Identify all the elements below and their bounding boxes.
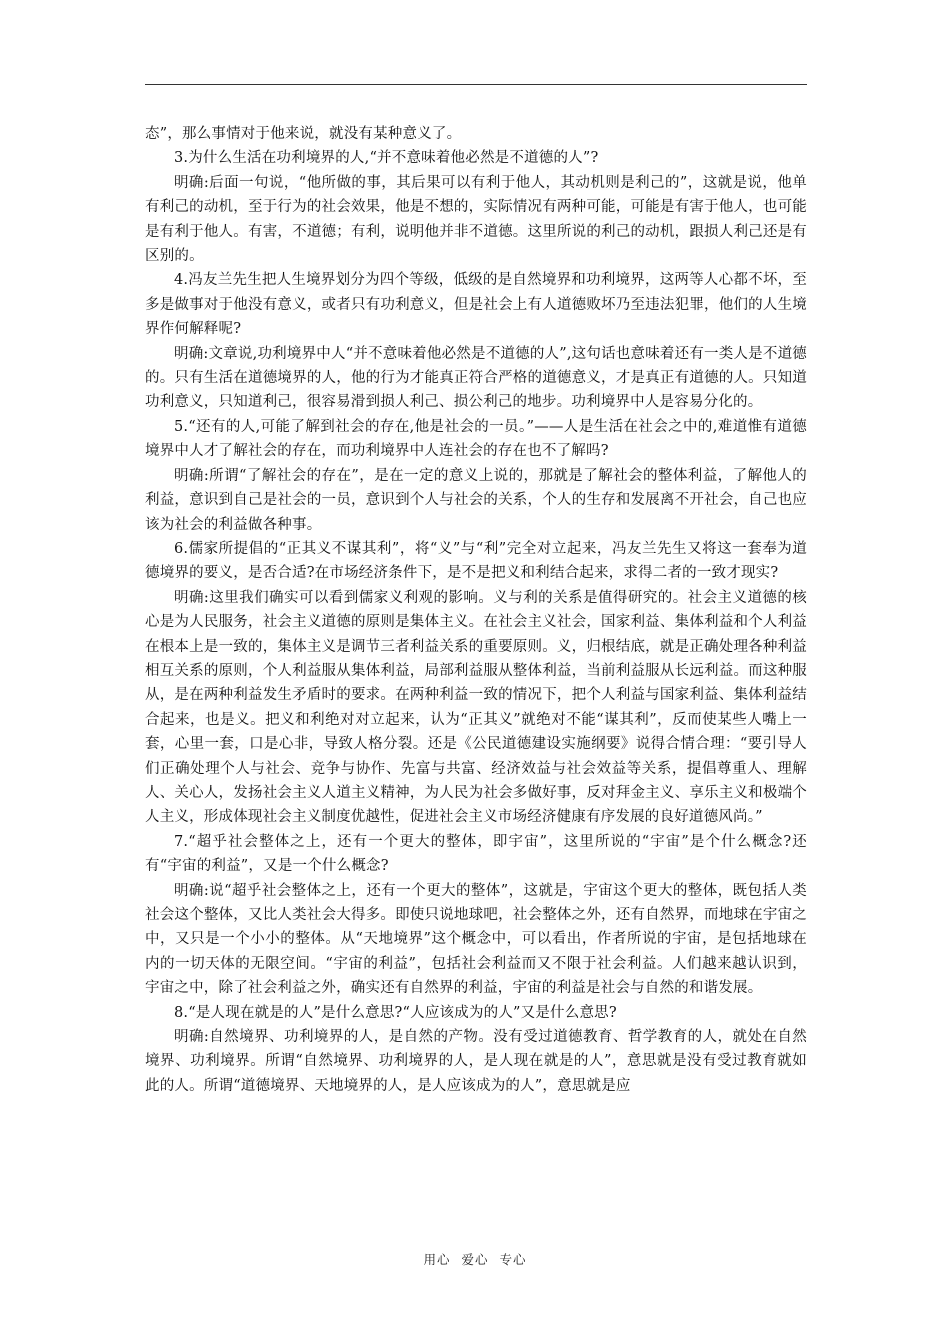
- paragraph-1: 态”，那么事情对于他来说，就没有某种意义了。: [145, 126, 462, 142]
- document-body: [145, 122, 807, 1098]
- question-5: 5.“还有的人,可能了解到社会的存在,他是社会的一员。”——人是生活在社会之中的,难道惟有道德境界中人才了解社会的存在，而功利境界中人连社会的存在也不了解吗?: [145, 418, 807, 460]
- answer-3: 明确:后面一句说，“他所做的事，其后果可以有利于他人，其动机则是利己的”，这就是说，他单有利己的动机，至于行为的社会效果，他是不想的，实际情况有两种可能，可能是有害于他人，也可能是有利于他人。有害，不道德；有利，说明他并非不道德。这里所说的利己的动机，跟损人利己还是有区别的。: [145, 174, 807, 265]
- answer-6: 明确:这里我们确实可以看到儒家义利观的影响。义与利的关系是值得研究的。社会主义道德的核心是为人民服务，社会主义道德的原则是集体主义。在社会主义社会，国家利益、集体利益和个人利益在根本上是一致的，集体主义是调节三者利益关系的重要原则。义，归根结底，就是正确处理各种利益相互关系的原则，个人利益服从集体利益，局部利益服从整体利益，当前利益服从长远利益。而这种服从，是在两种利益发生矛盾时的要求。在两种利益一致的情况下，把个人利益与国家利益、集体利益结合起来，也是义。把义和利绝对对立起来，认为“正其义”就绝对不能“谋其利”，反而使某些人嘴上一套，心里一套，口是心非，导致人格分裂。还是《公民道德建设实施纲要》说得合情合理：“要引导人们正确处理个人与社会、竞争与协作、先富与共富、经济效益与社会效益等关系，提倡尊重人、理解人、关心人，发扬社会主义人道主义精神，为人民为社会多做好事，反对拜金主义、享乐主义和极端个人主义，形成体现社会主义制度优越性，促进社会主义市场经济健康有序发展的良好道德风尚。”: [145, 589, 807, 826]
- answer-8: 明确:自然境界、功利境界的人，是自然的产物。没有受过道德教育、哲学教育的人，就处在自然境界、功利境界。所谓“自然境界、功利境界的人，是人现在就是的人”，意思就是没有受过教育就如此的人。所谓“道德境界、天地境界的人，是人应该成为的人”，意思就是应: [145, 1029, 807, 1094]
- answer-7: 明确:说“超乎社会整体之上，还有一个更大的整体”，这就是，宇宙这个更大的整体，既包括人类社会这个整体，又比人类社会大得多。即使只说地球吧，社会整体之外，还有自然界，而地球在宇宙之中，又只是一个小小的整体。从“天地境界”这个概念中，可以看出，作者所说的宇宙，是包括地球在内的一切天体的无限空间。“宇宙的利益”，包括社会利益而又不限于社会利益。人们越来越认识到，宇宙之中，除了社会利益之外，确实还有自然界的利益，宇宙的利益是社会与自然的和谐发展。: [145, 882, 807, 997]
- question-6: 6.儒家所提倡的“正其义不谋其利”，将“义”与“利”完全对立起来，冯友兰先生又将这一套奉为道德境界的要义，是否合适?在市场经济条件下，是不是把义和利结合起来，求得二者的一致才现实?: [145, 540, 807, 582]
- question-8: 8.“是人现在就是的人”是什么意思?“人应该成为的人”又是什么意思?: [174, 1004, 617, 1021]
- page-footer: 用心 爱心 专心: [423, 1252, 527, 1267]
- answer-4: 明确:文章说,功利境界中人“并不意味着他必然是不道德的人”,这句话也意味着还有一类人是不道德的。只有生活在道德境界的人，他的行为才能真正符合严格的道德意义，才是真正有道德的人。只知道功利意义，只知道利己，很容易滑到损人利己、损公利己的地步。功利境界中人是容易分化的。: [145, 345, 807, 411]
- question-4: 4.冯友兰先生把人生境界划分为四个等级，低级的是自然境界和功利境界，这两等人心都不坏，至多是做事对于他没有意义，或者只有功利意义，但是社会上有人道德败坏乃至违法犯罪，他们的人生境界作何解释呢?: [145, 272, 807, 338]
- header-rule: [145, 84, 807, 85]
- question-3: 3.为什么生活在功利境界的人,“并不意味着他必然是不道德的人”?: [174, 150, 599, 167]
- answer-5: 明确:所谓“了解社会的存在”，是在一定的意义上说的，那就是了解社会的整体利益，了解他人的利益，意识到自己是社会的一员，意识到个人与社会的关系，个人的生存和发展离不开社会，自己也应该为社会的利益做各种事。: [145, 467, 807, 533]
- question-7: 7.“超乎社会整体之上，还有一个更大的整体，即宇宙”，这里所说的“宇宙”是个什么概念?还有“宇宙的利益”，又是一个什么概念?: [145, 833, 807, 875]
